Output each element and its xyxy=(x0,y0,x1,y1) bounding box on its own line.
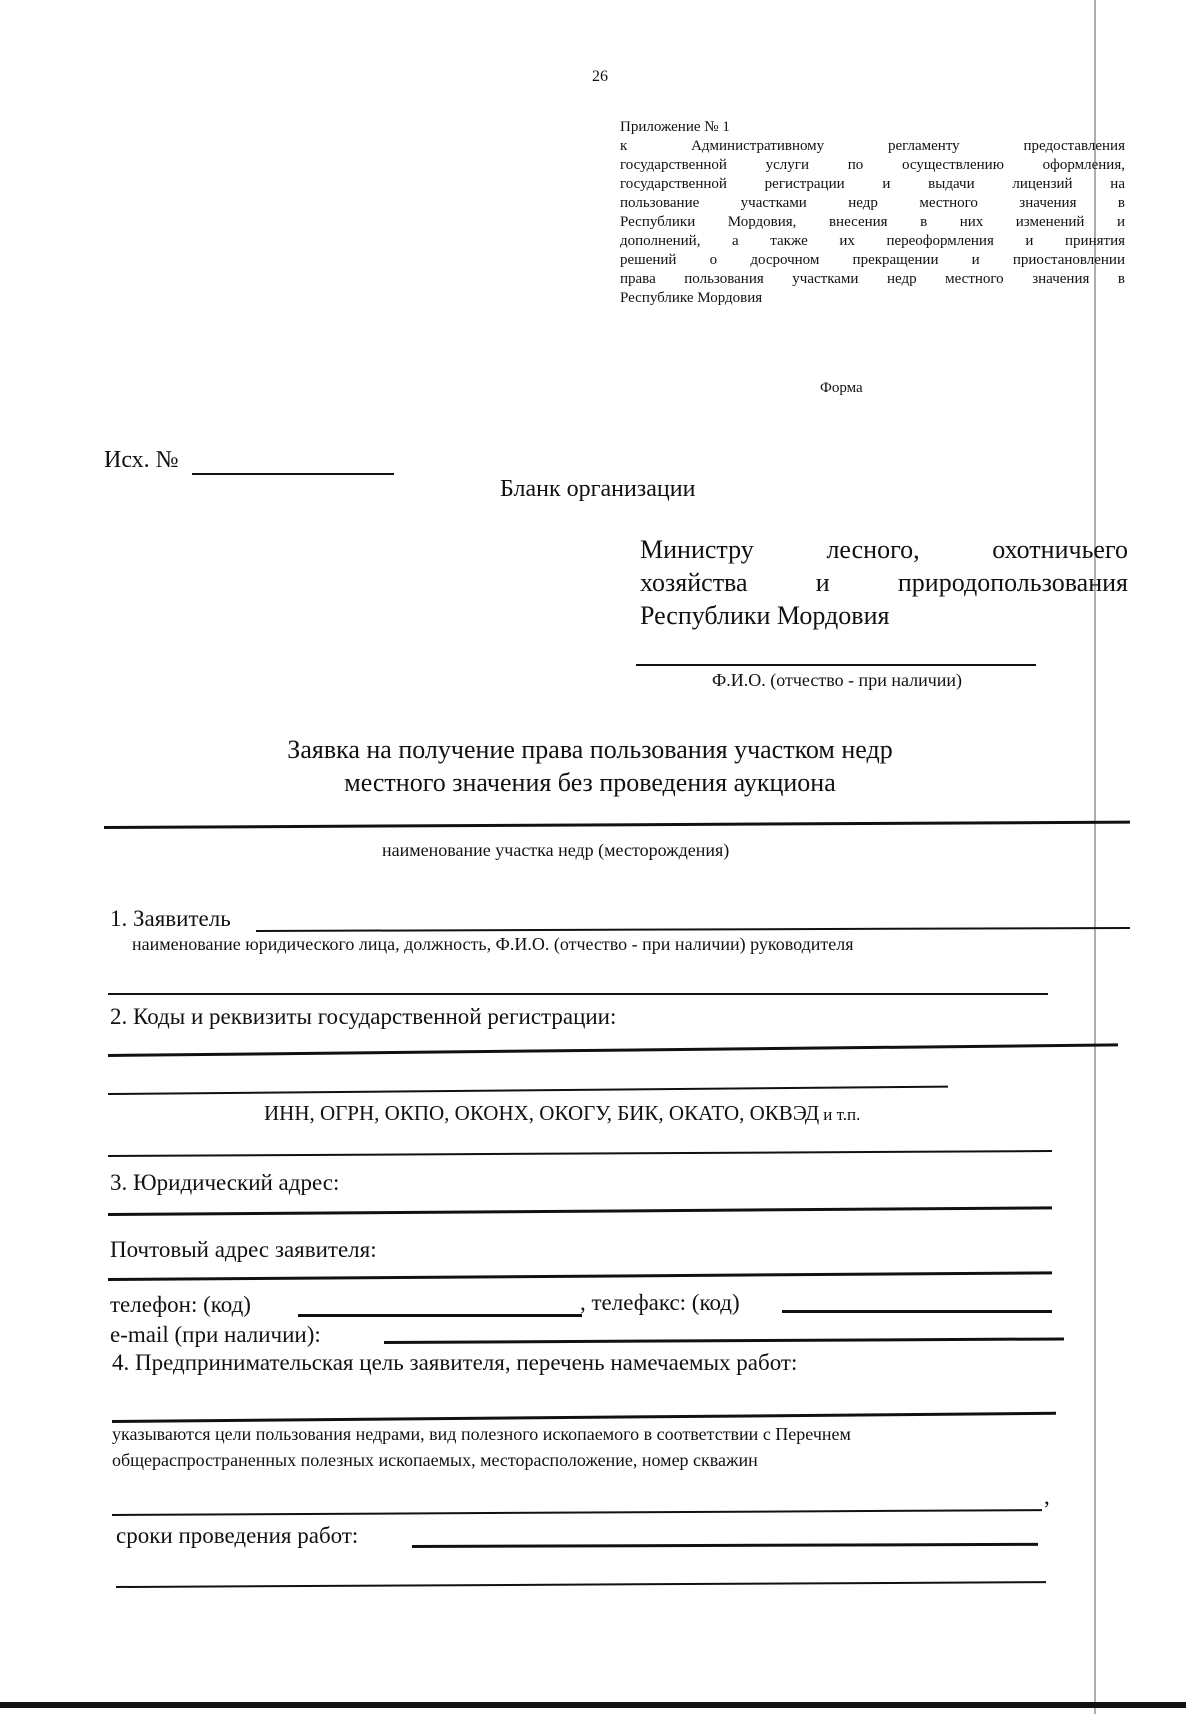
applicant-field-2[interactable] xyxy=(108,993,1048,995)
appendix-line: государственной услуги по осуществлению оформления, xyxy=(620,157,1125,173)
section-2-caption-suffix: и т.п. xyxy=(823,1105,861,1124)
postal-address-field[interactable] xyxy=(108,1271,1052,1280)
scan-bottom-gap xyxy=(1186,1700,1200,1710)
section-2-label: 2. Коды и реквизиты государственной регистрации: xyxy=(110,1004,617,1029)
organization-blank-label: Бланк организации xyxy=(500,476,696,502)
subsoil-caption: наименование участка недр (месторождения) xyxy=(382,840,730,860)
section-4-caption: указываются цели пользования недрами, вид полезного ископаемого в соответствии с Перечнем xyxy=(112,1424,851,1444)
outgoing-number-field[interactable] xyxy=(192,473,394,475)
legal-address-field[interactable] xyxy=(108,1206,1052,1215)
phone-field[interactable] xyxy=(298,1314,582,1317)
appendix-line: пользование участками недр местного значения в xyxy=(620,195,1125,211)
section-4-caption: общераспространенных полезных ископаемых, месторасположение, номер скважин xyxy=(112,1450,758,1470)
application-title-line: Заявка на получение права пользования участком недр xyxy=(287,735,893,764)
outgoing-number-label: Исх. № xyxy=(104,447,179,473)
section-3-label: 3. Юридический адрес: xyxy=(110,1170,340,1195)
registration-codes-field-3[interactable] xyxy=(108,1150,1052,1156)
appendix-line: решений о досрочном прекращении и приостановлении xyxy=(620,252,1125,268)
appendix-heading: Приложение № 1 xyxy=(620,119,730,135)
page-number: 26 xyxy=(592,68,608,85)
postal-address-label: Почтовый адрес заявителя: xyxy=(110,1237,377,1262)
appendix-line: Республики Мордовия, внесения в них изменений и xyxy=(620,214,1125,230)
appendix-line: к Административному регламенту предоставления xyxy=(620,138,1125,154)
appendix-line: дополнений, а также их переоформления и принятия xyxy=(620,233,1125,249)
section-1-caption: наименование юридического лица, должность, Ф.И.О. (отчество - при наличии) руководителя xyxy=(132,934,854,954)
fax-label: , телефакс: (код) xyxy=(580,1290,740,1315)
application-title xyxy=(230,733,950,799)
scan-bottom-edge xyxy=(0,1702,1200,1708)
deadline-field-2[interactable] xyxy=(116,1581,1046,1587)
section-4-label: 4. Предпринимательская цель заявителя, перечень намечаемых работ: xyxy=(112,1350,798,1375)
deadline-field[interactable] xyxy=(412,1543,1038,1548)
subsoil-name-field[interactable] xyxy=(104,821,1130,829)
appendix-line: Республике Мордовия xyxy=(620,290,763,306)
section-2-caption-main: ИНН, ОГРН, ОКПО, ОКОНХ, ОКОГУ, БИК, ОКАТО, ОКВЭД xyxy=(264,1101,820,1125)
phone-label: телефон: (код) xyxy=(110,1292,251,1317)
appendix-block xyxy=(620,118,1125,308)
addressee-fio-caption: Ф.И.О. (отчество - при наличии) xyxy=(712,670,963,690)
addressee-fio-field[interactable] xyxy=(636,664,1036,666)
deadline-label: сроки проведения работ: xyxy=(116,1523,359,1548)
comma-mark: , xyxy=(1044,1484,1050,1509)
appendix-line: государственной регистрации и выдачи лицензий на xyxy=(620,176,1125,192)
appendix-line: права пользования участками недр местного значения в xyxy=(620,271,1125,287)
business-purpose-field[interactable] xyxy=(112,1412,1056,1423)
applicant-field[interactable] xyxy=(256,927,1130,932)
business-purpose-field-2[interactable] xyxy=(112,1509,1042,1515)
fax-field[interactable] xyxy=(782,1310,1052,1313)
section-2-caption xyxy=(264,1101,860,1126)
email-field[interactable] xyxy=(384,1337,1064,1343)
application-title-line: местного значения без проведения аукциона xyxy=(344,768,836,797)
addressee-line: Республики Мордовия xyxy=(640,601,890,630)
addressee-line: Министру лесного, охотничьего xyxy=(640,535,1128,564)
email-label: e-mail (при наличии): xyxy=(110,1322,321,1347)
addressee-block xyxy=(640,533,1128,632)
addressee-line: хозяйства и природопользования xyxy=(640,568,1128,597)
registration-codes-field[interactable] xyxy=(108,1043,1118,1056)
registration-codes-field-2[interactable] xyxy=(108,1086,948,1095)
form-label: Форма xyxy=(820,380,863,396)
section-1-label: 1. Заявитель xyxy=(110,906,231,931)
